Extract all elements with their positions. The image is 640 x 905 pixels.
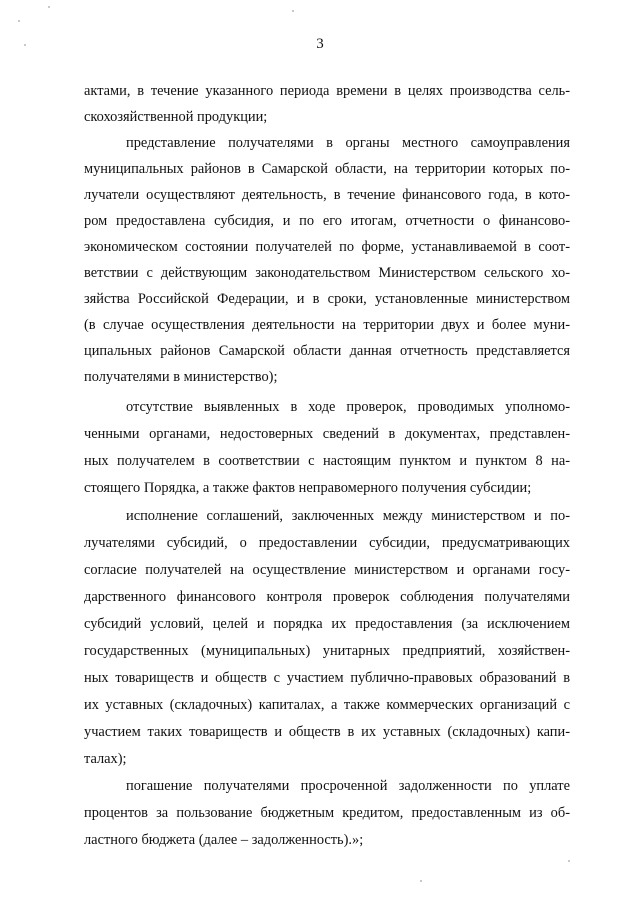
text-line: скохозяйственной продукции; bbox=[84, 109, 268, 125]
scan-speck bbox=[420, 880, 422, 882]
text-line: стоящего Порядка, а также фактов неправомерного получения субсидии; bbox=[84, 480, 532, 496]
text-line: ципальных районов Самарской области данная отчетность представляется bbox=[84, 343, 570, 359]
text-line: процентов за пользование бюджетным кредитом, предоставленным из об- bbox=[84, 805, 570, 821]
text-line: ченными органами, недостоверных сведений в документах, представлен- bbox=[84, 426, 570, 442]
page-number: 3 bbox=[316, 36, 324, 52]
text-line: лучателями субсидий, о предоставлении субсидии, предусматривающих bbox=[84, 535, 570, 551]
text-line: представление получателями в органы местного самоуправления bbox=[126, 135, 570, 151]
text-line: ластного бюджета (далее – задолженность).»; bbox=[84, 832, 364, 848]
scan-speck bbox=[18, 20, 20, 22]
text-line: ных получателем в соответствии с настоящим пунктом и пунктом 8 на- bbox=[84, 453, 570, 469]
text-line: согласие получателей на осуществление министерством и органами госу- bbox=[84, 562, 570, 578]
text-line: муниципальных районов в Самарской области, на территории которых по- bbox=[84, 161, 570, 177]
scan-speck bbox=[292, 10, 294, 12]
text-line: отсутствие выявленных в ходе проверок, проводимых уполномо- bbox=[126, 399, 570, 415]
text-line: ных товариществ и обществ с участием публично-правовых образований в bbox=[84, 670, 570, 686]
text-line: экономическом состоянии получателей по форме, устанавливаемой в соот- bbox=[84, 239, 570, 255]
text-line: дарственного финансового контроля проверок соблюдения получателями bbox=[84, 589, 570, 605]
text-line: субсидий условий, целей и порядка их предоставления (за исключением bbox=[84, 616, 570, 632]
text-line: лучатели осуществляют деятельность, в течение финансового года, в кото- bbox=[84, 187, 570, 203]
text-line: погашение получателями просроченной задолженности по уплате bbox=[126, 778, 570, 794]
text-line: талах); bbox=[84, 751, 127, 767]
text-line: (в случае осуществления деятельности на территории двух и более муни- bbox=[84, 317, 570, 333]
text-line: участием таких товариществ и обществ в их уставных (складочных) капи- bbox=[84, 724, 570, 740]
scan-speck bbox=[48, 6, 50, 8]
text-line: ветствии с действующим законодательством Министерством сельского хо- bbox=[84, 265, 570, 281]
text-line: государственных (муниципальных) унитарных предприятий, хозяйствен- bbox=[84, 643, 570, 659]
text-line: актами, в течение указанного периода времени в целях производства сель- bbox=[84, 83, 570, 99]
text-line: зяйства Российской Федерации, и в сроки, установленные министерством bbox=[84, 291, 570, 307]
text-line: исполнение соглашений, заключенных между министерством и по- bbox=[126, 508, 570, 524]
scan-speck bbox=[24, 44, 26, 46]
text-line: ром предоставлена субсидия, и по его итогам, отчетности о финансово- bbox=[84, 213, 570, 229]
text-line: их уставных (складочных) капиталах, а также коммерческих организаций с bbox=[84, 697, 570, 713]
text-line: получателями в министерство); bbox=[84, 369, 278, 385]
scan-speck bbox=[568, 860, 570, 862]
